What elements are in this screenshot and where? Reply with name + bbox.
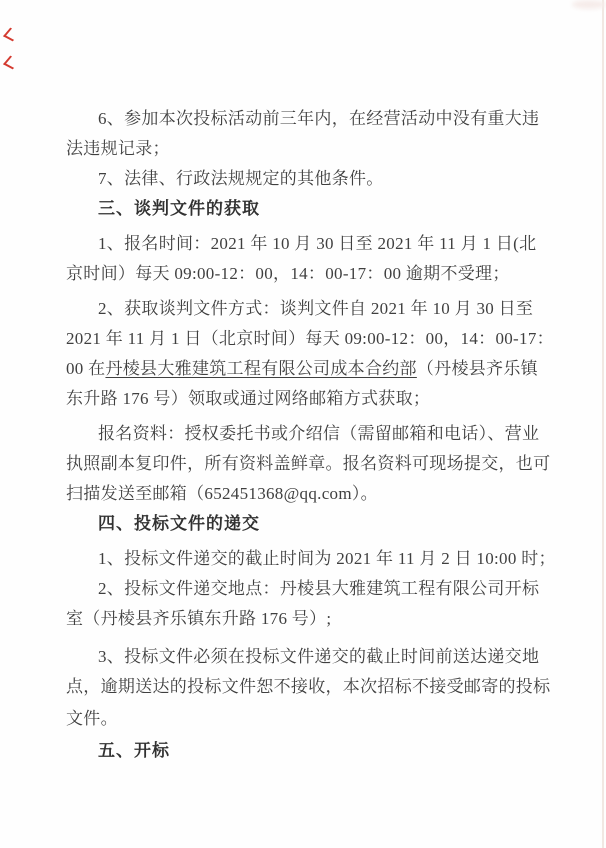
text-line: 法违规记录； [66, 139, 170, 158]
text-line: 1、投标文件递交的截止时间为 2021 年 11 月 2 日 10:00 时； [98, 549, 556, 568]
heading-section-4-bid-submission: 四、投标文件的递交 [98, 514, 260, 533]
corner-smudge [572, 0, 606, 9]
text-line: 2021 年 11 月 1 日（北京时间）每天 09:00-12：00，14：00-17： [66, 329, 554, 348]
text-line: 2、获取谈判文件方式：谈判文件自 2021 年 10 月 30 日至 [98, 299, 534, 318]
text-line: 执照副本复印件，所有资料盖鲜章。报名资料可现场提交，也可 [66, 454, 551, 473]
underlined-company-name: 丹棱县大雅建筑工程有限公司成本合约部 [105, 359, 417, 378]
heading-section-3-obtain-documents: 三、谈判文件的获取 [98, 199, 260, 218]
page-edge-shadow [602, 0, 604, 848]
text-line: 点，逾期送达的投标文件恕不接收，本次招标不接受邮寄的投标 [66, 677, 551, 696]
text-line: 2、投标文件递交地点：丹棱县大雅建筑工程有限公司开标 [98, 579, 540, 598]
text-line: 7、法律、行政法规规定的其他条件。 [98, 169, 384, 188]
text-line-with-email: 扫描发送至邮箱（652451368@qq.com）。 [66, 484, 378, 503]
text-line: 1、报名时间：2021 年 10 月 30 日至 2021 年 11 月 1 日(北 [98, 234, 537, 253]
text-line: 室（丹棱县齐乐镇东升路 176 号）; [66, 609, 332, 628]
text-line: 文件。 [66, 709, 118, 728]
document-body [66, 104, 556, 766]
text-line: 京时间）每天 09:00-12：00，14：00-17：00 逾期不受理； [66, 264, 510, 283]
text-line: 3、投标文件必须在投标文件递交的截止时间前送达递交地 [98, 647, 540, 666]
text-line-with-underlined-company [66, 354, 538, 384]
red-ink-mark-icon [3, 28, 20, 42]
red-ink-mark-icon [3, 56, 20, 70]
text-line: 报名资料：授权委托书或介绍信（需留邮箱和电话）、营业 [98, 424, 540, 443]
text-segment: 00 在 [66, 359, 106, 378]
heading-section-5-bid-opening: 五、开标 [98, 741, 170, 760]
text-line: 6、参加本次投标活动前三年内，在经营活动中没有重大违 [98, 109, 540, 128]
text-segment: （丹棱县齐乐镇 [416, 359, 538, 378]
text-line: 东升路 176 号）领取或通过网络邮箱方式获取； [66, 389, 431, 408]
